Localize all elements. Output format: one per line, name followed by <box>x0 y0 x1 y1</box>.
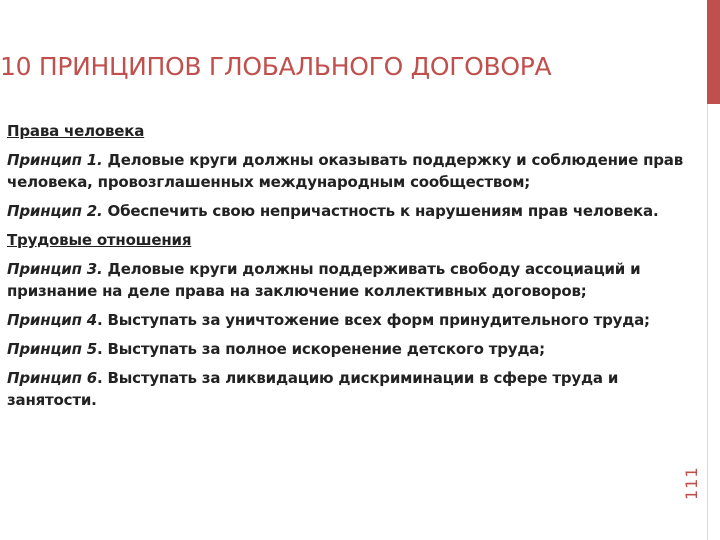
section-heading-labour: Трудовые отношения <box>7 231 192 249</box>
principle-text: Обеспечить свою непричастность к нарушениям прав человека. <box>102 202 659 220</box>
principle-text: . Выступать за полное искоренение детского труда; <box>97 340 545 358</box>
section-heading-human-rights: Права человека <box>7 122 145 140</box>
principle-text: Деловые круги должны оказывать поддержку и соблюдение прав человека, провозглашенных международным сообществом; <box>7 151 684 191</box>
principle-label: Принцип 1. <box>7 151 103 169</box>
principle-5 <box>7 338 707 360</box>
page-number: 111 <box>682 466 701 500</box>
principle-label: Принцип 6 <box>7 369 98 387</box>
principle-text: Деловые круги должны поддерживать свободу ассоциаций и признание на деле права на заключение коллективных договоров; <box>7 260 641 300</box>
principle-text: . Выступать за уничтожение всех форм принудительного труда; <box>97 311 650 329</box>
slide-title: 10 ПРИНЦИПОВ ГЛОБАЛЬНОГО ДОГОВОРА <box>0 52 552 81</box>
principle-label: Принцип 4 <box>7 311 98 329</box>
principle-label: Принцип 5 <box>7 340 98 358</box>
principle-2 <box>7 200 707 222</box>
principle-1 <box>7 149 707 193</box>
principle-label: Принцип 2. <box>7 202 103 220</box>
slide-content <box>7 120 707 418</box>
principle-text: . Выступать за ликвидацию дискриминации в сфере труда и занятости. <box>7 369 619 409</box>
principle-3 <box>7 258 707 302</box>
principle-label: Принцип 3. <box>7 260 103 278</box>
principle-4 <box>7 309 707 331</box>
accent-bar <box>707 0 720 104</box>
principle-6 <box>7 367 707 411</box>
side-bar <box>707 104 720 540</box>
